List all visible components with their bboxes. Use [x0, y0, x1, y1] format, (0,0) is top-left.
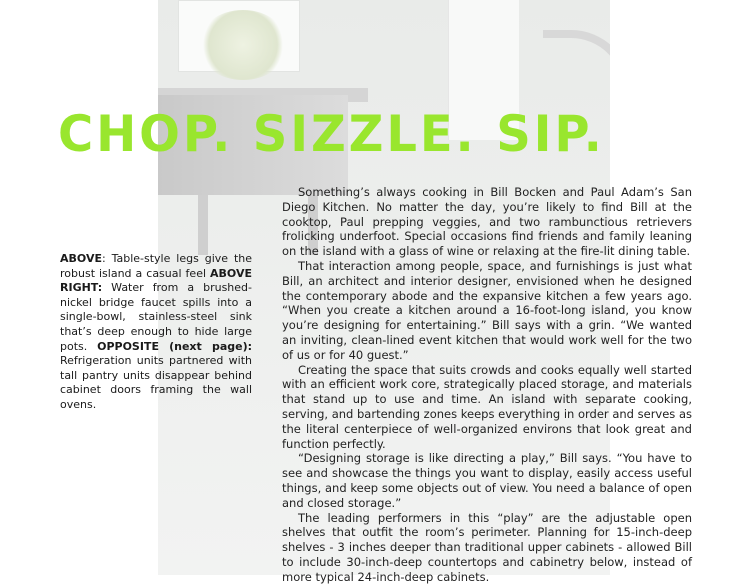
photo-island-leg: [198, 195, 208, 255]
article-paragraph: That interaction among people, space, and furnishings is just what Bill, an architect and interior designer, envisioned when he designed the contemporary abode and the expansive kitchen a few years ago. “When you create a kitchen around a 16-foot-long island, you know you’re designing for entertaining.” Bill says with a grin. “We wanted an inviting, clean-lined event kitchen that would work well for the two of us or for 40 guest.”: [282, 258, 692, 362]
article-paragraph: Creating the space that suits crowds and cooks equally well started with an efficient work core, strategically placed storage, and materials that stand up to use and time. An island with separate cooking, serving, and bartending zones keeps everything in order and serves as the literal centerpiece of well-organized environs that look great and function perfectly.: [282, 362, 692, 451]
caption-text-above: : Table-style legs give the robust island a casual feel: [60, 252, 252, 280]
caption-label-above: ABOVE: [60, 252, 102, 265]
caption-label-above-right: ABOVE RIGHT:: [60, 266, 252, 295]
photo-caption: [60, 252, 252, 413]
article-body: [282, 185, 692, 585]
caption-text-opposite: Refrigeration units partnered with tall pantry units disappear behind cabinet doors framing the wall ovens.: [60, 354, 252, 411]
article-paragraph: Something’s always cooking in Bill Bocken and Paul Adam’s San Diego Kitchen. No matter the day, you’re likely to find Bill at the cooktop, Paul prepping veggies, and two rambunctious retrievers frolicking underfoot. Special occasions find friends and family leaning on the island with a glass of wine or relaxing at the fire-lit dining table.: [282, 185, 692, 259]
caption-text-above-right: Water from a brushed-nickel bridge faucet spills into a single-bowl, stainless-steel sink that’s deep enough to hide large pots.: [60, 281, 252, 353]
photo-flowers: [198, 10, 288, 80]
page-title: CHOP. SIZZLE. SIP.: [58, 105, 605, 163]
caption-label-opposite: OPPOSITE (next page):: [97, 339, 253, 353]
article-paragraph: “Designing storage is like directing a play,” Bill says. “You have to see and showcase the things you want to display, easily access useful things, and keep some objects out of view. You need a balance of open and closed storage.”: [282, 451, 692, 510]
article-paragraph: The leading performers in this “play” are the adjustable open shelves that outfit the room’s perimeter. Planning for 15-inch-deep shelves - 3 inches deeper than traditional upper cabinets - allowed Bill to include 30-inch-deep countertops and cabinetry below, instead of more typical 24-inch-deep cabinets.: [282, 510, 692, 584]
